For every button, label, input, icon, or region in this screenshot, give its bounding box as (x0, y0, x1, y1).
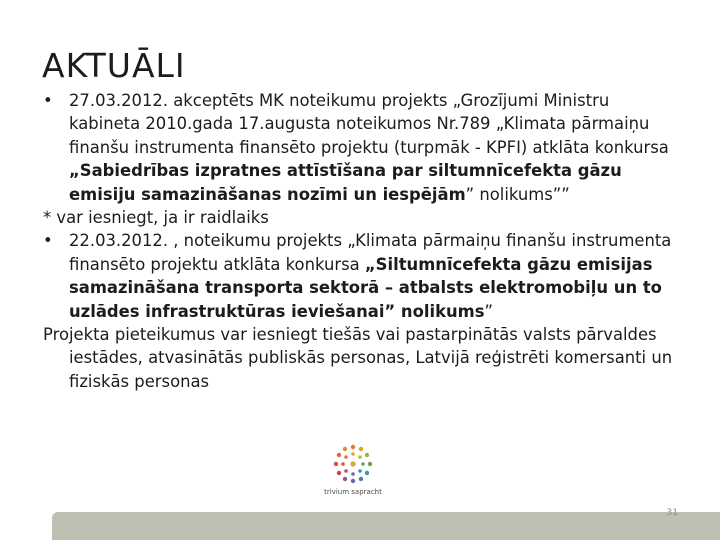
note-text: * var iesniegt, ja ir raidlaiks (43, 208, 269, 228)
closing-paragraph: Projekta pieteikumus var iesniegt tiešās vai pastarpinātās valsts pārvaldes iestādes, atvasinātās publiskās personas, Latvijā reģistrēti komersanti un fiziskās personas (43, 325, 673, 391)
footer-bar (52, 512, 720, 540)
logo-mark-icon (313, 444, 393, 488)
bullet-marker: • (43, 91, 53, 110)
bullet-item-2 (43, 229, 683, 323)
bullet-1-bold-text: „Sabiedrības izpratnes attīstīšana par siltumnīcefekta gāzu emisiju samazināšanas nozīmi un iespējām (69, 161, 622, 204)
page-number: 31 (666, 508, 678, 518)
slide-title: AKTUĀLI (42, 46, 186, 85)
bullet-1-text: 27.03.2012. akceptēts MK noteikumu projekts „Grozījumi Ministru kabineta 2010.gada 17.augusta noteikumos Nr.789 „Klimata pārmaiņu finanšu instrumenta finansēto projektu (turpmāk - KPFI) atklāta konkursa (69, 91, 669, 157)
logo (313, 444, 393, 500)
bullet-2-end-text: ” (484, 301, 493, 321)
bullet-2-text: 22.03.2012. , noteikumu projekts „Klimata pārmaiņu finanšu instrumenta finansēto projektu atklāta konkursa (69, 231, 672, 274)
logo-text: trivium sapracht (324, 488, 382, 496)
bullet-1-end-text: ” nolikums”” (465, 184, 570, 204)
bullet-marker: • (43, 231, 53, 251)
slide-content (43, 89, 683, 393)
bullet-2-bold-text: „Siltumnīcefekta gāzu emisijas samazināšana transporta sektorā – atbalsts elektromobiļu un to uzlādes infrastruktūras ieviešanai” nolikums (69, 254, 662, 321)
bullet-item-1 (43, 89, 683, 206)
